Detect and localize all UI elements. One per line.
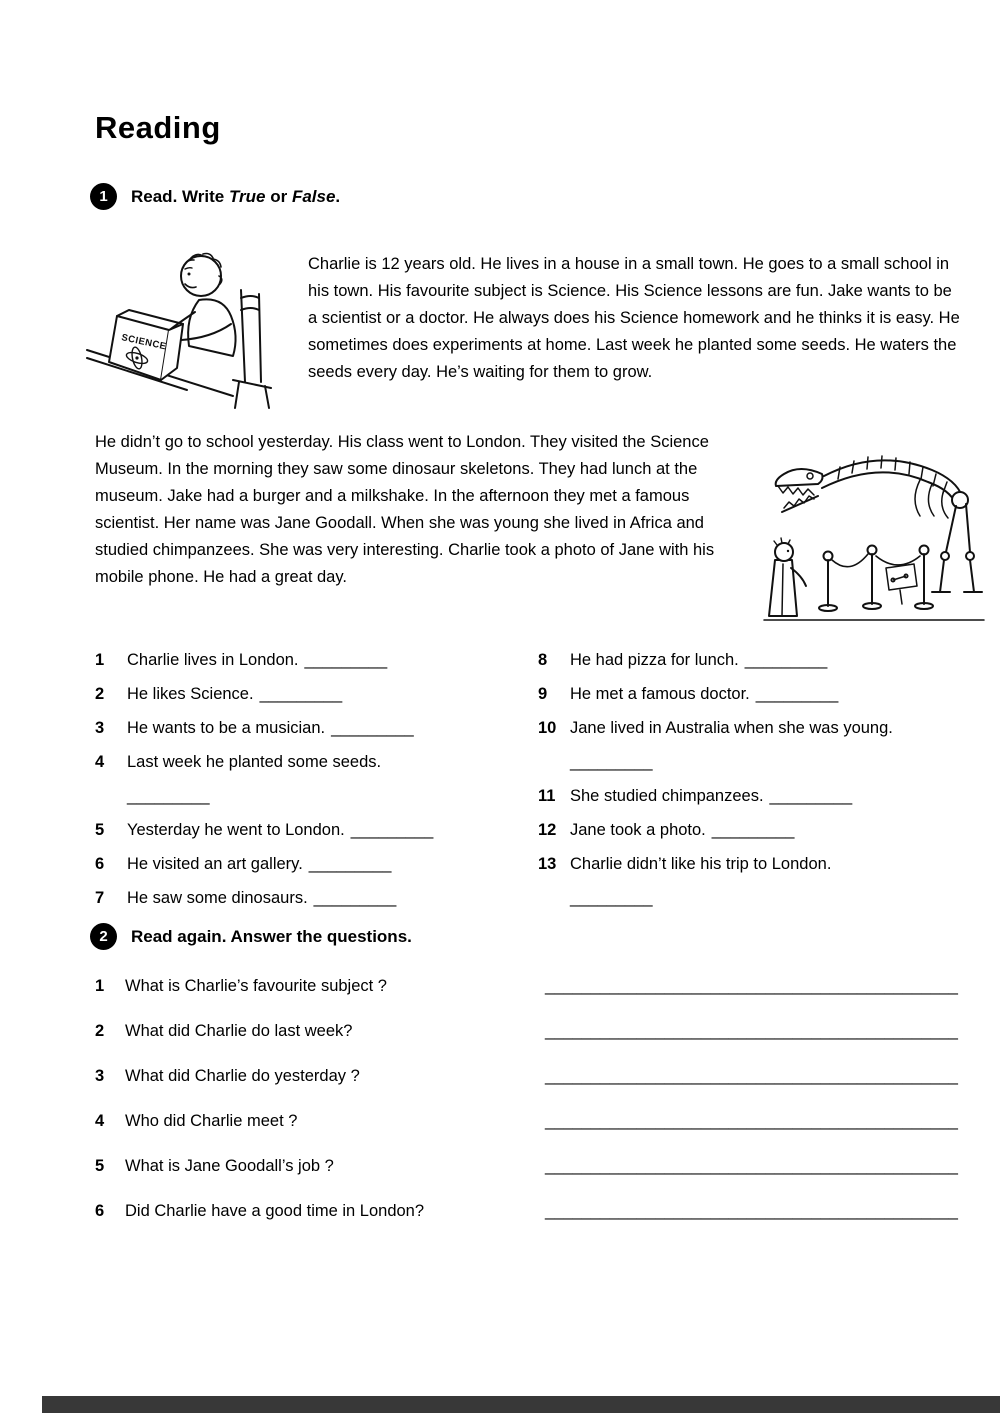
- tf-blank-3[interactable]: _________: [331, 719, 414, 737]
- tf-item-2: 2 He likes Science. _________: [95, 685, 343, 703]
- tf-blank-2[interactable]: _________: [259, 685, 343, 703]
- chair: [233, 290, 271, 408]
- tf-blank-9[interactable]: _________: [755, 685, 839, 703]
- dino-skull: [776, 469, 823, 512]
- tf-item-5: 5 Yesterday he went to London. _________: [95, 821, 434, 839]
- answer-line-6[interactable]: _____________________________________________: [545, 1202, 958, 1220]
- tf-item-7: 7 He saw some dinosaurs. _________: [95, 889, 397, 907]
- true-false-list-left: [95, 643, 505, 915]
- tf-blank-10[interactable]: _________: [570, 753, 653, 771]
- tf-blank-11[interactable]: _________: [769, 787, 853, 805]
- tf-item-13: 13 Charlie didn’t like his trip to London. _________: [538, 847, 973, 915]
- tf-item-6: 6 He visited an art gallery. _________: [95, 855, 392, 873]
- question-row-2: 2 What did Charlie do last week? _____________________________________________: [95, 1020, 975, 1065]
- question-text-3: What did Charlie do yesterday ?: [125, 1067, 360, 1085]
- boy-reading-illustration: [83, 240, 295, 412]
- passage-paragraph-1: Charlie is 12 years old. He lives in a house in a small town. He goes to a small school in his town. His favourite subject is Science. His Science lessons are fun. Jake wants to be a scientist or a doctor. He always does his Science homework and he thinks it is easy. He sometimes does experiments at home. Last week he planted some seeds. He waters the seeds every day. He’s waiting for them to grow.: [308, 255, 960, 381]
- exhibit-sign: [886, 564, 917, 604]
- section1-heading: Read. Write True or False.: [131, 186, 341, 206]
- dino-neck-spine: [822, 456, 962, 504]
- section1-number-badge: 1: [90, 183, 117, 210]
- question-text-5: What is Jane Goodall’s job ?: [125, 1157, 334, 1175]
- tf-item-4: 4 Last week he planted some seeds. _________: [95, 745, 505, 813]
- tf-blank-13[interactable]: _________: [570, 889, 653, 907]
- section2-heading: Read again. Answer the questions.: [131, 926, 412, 946]
- science-book-label: SCIENCE: [120, 332, 168, 353]
- section2-header: [90, 923, 412, 950]
- dinosaur-skeleton-illustration: [760, 434, 988, 632]
- tf-blank-5[interactable]: _________: [350, 821, 434, 839]
- answer-line-4[interactable]: _____________________________________________: [545, 1112, 958, 1130]
- boy-eye: [188, 273, 191, 276]
- tf-item-10: 10 Jane lived in Australia when she was young. _________: [538, 711, 973, 779]
- question-row-3: 3 What did Charlie do yesterday ? _____________________________________________: [95, 1065, 975, 1110]
- dino-ribs: [915, 480, 948, 518]
- section2-number-badge: 2: [90, 923, 117, 950]
- tf-item-9: 9 He met a famous doctor. _________: [538, 685, 839, 703]
- tf-blank-8[interactable]: _________: [744, 651, 828, 669]
- tf-item-11: 11 She studied chimpanzees. _________: [538, 787, 853, 805]
- tf-item-3: 3 He wants to be a musician. _________: [95, 719, 414, 737]
- answer-line-3[interactable]: _____________________________________________: [545, 1067, 958, 1085]
- answer-line-5[interactable]: _____________________________________________: [545, 1157, 958, 1175]
- boy-torso: [188, 299, 235, 356]
- questions-list: [95, 975, 975, 1245]
- tf-blank-12[interactable]: _________: [711, 821, 795, 839]
- tf-blank-6[interactable]: _________: [308, 855, 392, 873]
- question-row-1: 1 What is Charlie’s favourite subject ? _____________________________________________: [95, 975, 975, 1020]
- question-text-4: Who did Charlie meet ?: [125, 1112, 298, 1130]
- tf-blank-1[interactable]: _________: [304, 651, 388, 669]
- tf-item-1: 1 Charlie lives in London. _________: [95, 651, 388, 669]
- question-text-1: What is Charlie’s favourite subject ?: [125, 977, 387, 995]
- tf-blank-4[interactable]: _________: [127, 787, 210, 805]
- answer-line-1[interactable]: _____________________________________________: [545, 977, 958, 995]
- question-row-4: 4 Who did Charlie meet ? _____________________________________________: [95, 1110, 975, 1155]
- section1-header: [90, 183, 340, 210]
- question-text-2: What did Charlie do last week?: [125, 1022, 353, 1040]
- question-row-5: 5 What is Jane Goodall’s job ? _____________________________________________: [95, 1155, 975, 1200]
- page-title: Reading: [95, 110, 221, 145]
- passage-paragraph-2: He didn’t go to school yesterday. His class went to London. They visited the Science Museum. In the morning they saw some dinosaur skeletons. They had lunch at the museum. Jake had a burger and a milkshake. In the afternoon they met a famous scientist. Her name was Jane Goodall. When she was young she lived in Africa and studied chimpanzees. She was very interesting. Charlie took a photo of Jane with his mobile phone. He had a great day.: [95, 433, 715, 586]
- footer-bar: [42, 1396, 1000, 1413]
- question-row-6: 6 Did Charlie have a good time in London? _____________________________________________: [95, 1200, 975, 1245]
- true-false-list-right: [538, 643, 973, 915]
- answer-line-2[interactable]: _____________________________________________: [545, 1022, 958, 1040]
- question-text-6: Did Charlie have a good time in London?: [125, 1202, 425, 1220]
- visitor-figure: [769, 538, 806, 616]
- tf-item-12: 12 Jane took a photo. _________: [538, 821, 795, 839]
- tf-item-8: 8 He had pizza for lunch. _________: [538, 651, 828, 669]
- tf-blank-7[interactable]: _________: [313, 889, 397, 907]
- dino-legs: [932, 492, 982, 592]
